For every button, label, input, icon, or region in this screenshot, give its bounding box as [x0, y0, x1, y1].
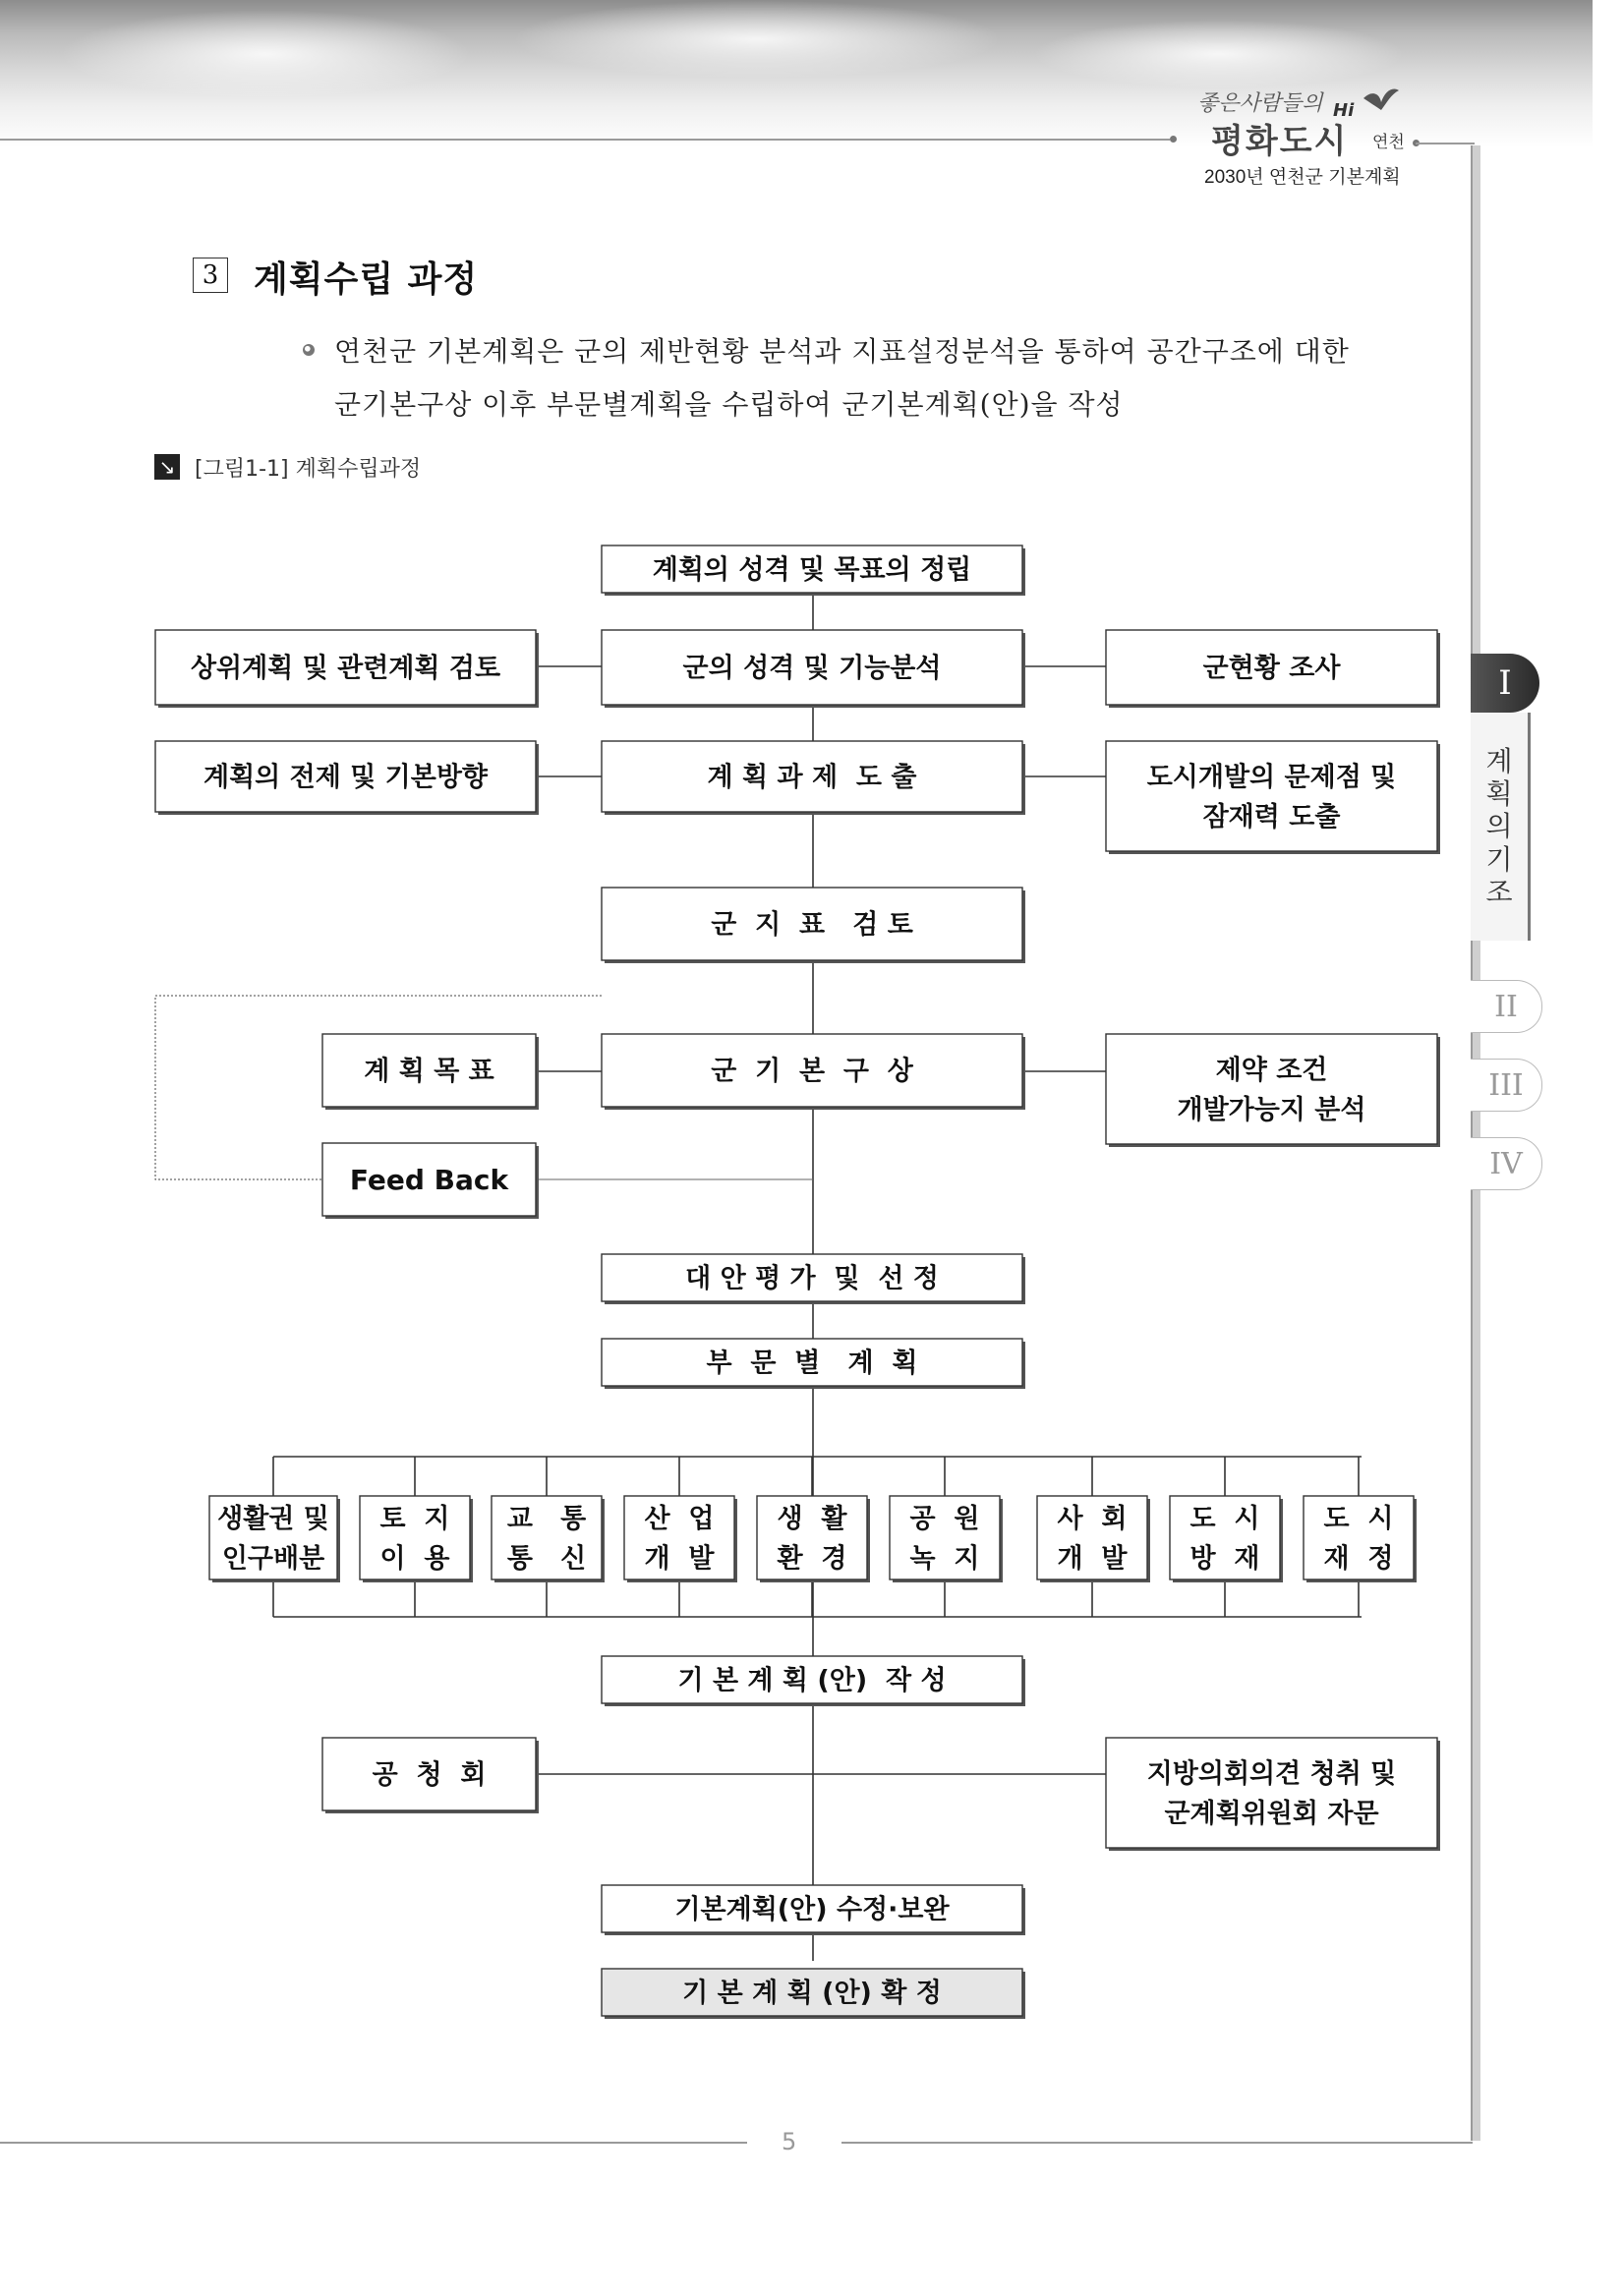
chapter-tab-label: [1471, 713, 1531, 941]
footer-rule: [0, 2142, 747, 2144]
flow-right-box-text: 개발가능지 분석: [1177, 1094, 1366, 1125]
logo-region: 연천: [1372, 133, 1405, 152]
section-title: 계획수립 과정: [254, 259, 479, 300]
sector-box-text: 녹 지: [909, 1543, 980, 1575]
sector-box: [1170, 1496, 1283, 1582]
flow-main-box-text: 군 지 표 검 토: [711, 909, 913, 941]
sector-box: [209, 1496, 340, 1582]
tab-label-char: 기: [1485, 842, 1513, 876]
sector-box: [890, 1496, 1003, 1582]
logo-text: 평화도시: [1211, 122, 1349, 161]
sector-box-text: 도 시: [1189, 1503, 1260, 1534]
flow-right-box-frame: [1106, 1034, 1437, 1144]
sector-box: [1037, 1496, 1150, 1582]
sector-box-text: 통 신: [506, 1543, 587, 1575]
sector-box-text: 사 회: [1057, 1503, 1128, 1534]
flow-main-box-text: 기 본 계 획 (안) 작 성: [677, 1665, 947, 1696]
flow-main-box: [602, 1656, 1025, 1706]
flow-main-box: [602, 1969, 1025, 2019]
flow-main-box-text: 계획의 성격 및 목표의 정립: [652, 554, 972, 586]
sector-box-text: 방 재: [1189, 1543, 1260, 1575]
sector-box: [492, 1496, 605, 1582]
sector-box-text: 토 지: [379, 1503, 450, 1534]
flow-main-box-text: 군 기 본 구 상: [711, 1056, 913, 1087]
flow-left-box-text: 상위계획 및 관련계획 검토: [190, 653, 501, 684]
sector-box-text: 생 활: [777, 1503, 847, 1534]
chapter-tab-active[interactable]: I: [1471, 654, 1539, 713]
flow-feedback-box: [322, 1143, 539, 1219]
flow-main-box: [602, 1885, 1025, 1935]
flow-right-box-text: 지방의회의견 청취 및: [1146, 1758, 1397, 1790]
figure-caption: [그림1-1] 계획수립과정: [195, 457, 422, 482]
flow-right-box-text: 군계획위원회 자문: [1164, 1798, 1379, 1829]
flow-right-box-text: 제약 조건: [1215, 1055, 1328, 1086]
body-text-line: 군기본구상 이후 부문별계획을 수립하여 군기본계획(안)을 작성: [334, 388, 1124, 421]
flow-left-box: [155, 741, 539, 815]
sector-box: [757, 1496, 870, 1582]
flow-main-box-text: 부 문 별 계 획: [706, 1348, 918, 1379]
flow-left-box: [322, 1738, 539, 1813]
sector-box-text: 도 시: [1323, 1503, 1394, 1534]
flow-right-box-text: 도시개발의 문제점 및: [1146, 762, 1397, 793]
flow-main-box: [602, 1339, 1025, 1389]
tab-label-char: 조: [1485, 875, 1513, 908]
sector-box-text: 이 용: [379, 1543, 450, 1575]
sector-box: [360, 1496, 473, 1582]
sector-box-text: 개 발: [1057, 1543, 1128, 1575]
flow-right-box: [1106, 1034, 1440, 1147]
arrow-icon: ↘: [154, 454, 180, 480]
document-title: 2030년 연천군 기본계획: [1204, 167, 1401, 188]
page-number: 5: [782, 2128, 797, 2155]
flow-main-box-text: 기 본 계 획 (안) 확 정: [682, 1978, 942, 2009]
footer-rule: [841, 2142, 1473, 2144]
logo-hi: Hi: [1333, 100, 1355, 121]
flow-left-box-text: 계 획 목 표: [364, 1056, 494, 1087]
logo-tagline: 좋은사람들의: [1197, 91, 1323, 116]
flow-main-box: [602, 741, 1025, 815]
flow-main-box-text: 계 획 과 제 도 출: [707, 762, 917, 793]
tab-label-char: 의: [1485, 810, 1513, 843]
flow-left-box: [155, 630, 539, 708]
flow-main-box: [602, 888, 1025, 963]
body-text-line: 연천군 기본계획은 군의 제반현황 분석과 지표설정분석을 통하여 공간구조에 대한: [334, 335, 1350, 368]
flow-main-box-text: 군의 성격 및 기능분석: [682, 653, 942, 684]
flow-main-box: [602, 630, 1025, 708]
flow-main-box-text: 기본계획(안) 수정·보완: [674, 1894, 950, 1925]
sector-box-text: 공 원: [909, 1503, 980, 1534]
flow-right-box: [1106, 741, 1440, 854]
sector-box-text: 인구배분: [221, 1543, 325, 1575]
tab-label-char: 획: [1485, 777, 1513, 811]
section-number-box: 3: [193, 258, 228, 293]
chapter-tab-4[interactable]: IV: [1471, 1137, 1542, 1190]
flow-left-box: [322, 1034, 539, 1110]
sector-box-text: 생활권 및: [217, 1503, 329, 1534]
sector-box: [1304, 1496, 1417, 1582]
flow-main-box-text: 대 안 평 가 및 선 정: [685, 1263, 939, 1294]
flow-right-box: [1106, 630, 1440, 708]
sector-box-text: 개 발: [644, 1543, 715, 1575]
flow-right-box: [1106, 1738, 1440, 1851]
chapter-tab-3[interactable]: III: [1471, 1059, 1542, 1112]
flow-main-box: [602, 545, 1025, 596]
tab-label-char: 계: [1485, 745, 1513, 778]
sector-box-text: 환 경: [777, 1543, 847, 1575]
flow-main-box: [602, 1254, 1025, 1304]
chapter-tab-2[interactable]: II: [1471, 980, 1542, 1033]
flow-right-box-text: 군현황 조사: [1202, 653, 1341, 684]
sector-box-text: 재 정: [1323, 1543, 1394, 1575]
flow-right-box-frame: [1106, 1738, 1437, 1848]
flow-feedback-box-text: Feed Back: [349, 1164, 509, 1197]
flow-main-box: [602, 1034, 1025, 1110]
flow-left-box-text: 계획의 전제 및 기본방향: [203, 762, 489, 793]
sector-box-text: 산 업: [644, 1503, 715, 1534]
sector-box-text: 교 통: [506, 1503, 587, 1534]
flow-right-box-text: 잠재력 도출: [1202, 801, 1341, 832]
sector-box: [624, 1496, 737, 1582]
flow-left-box-text: 공 청 회: [372, 1759, 487, 1791]
flow-right-box-frame: [1106, 741, 1437, 851]
